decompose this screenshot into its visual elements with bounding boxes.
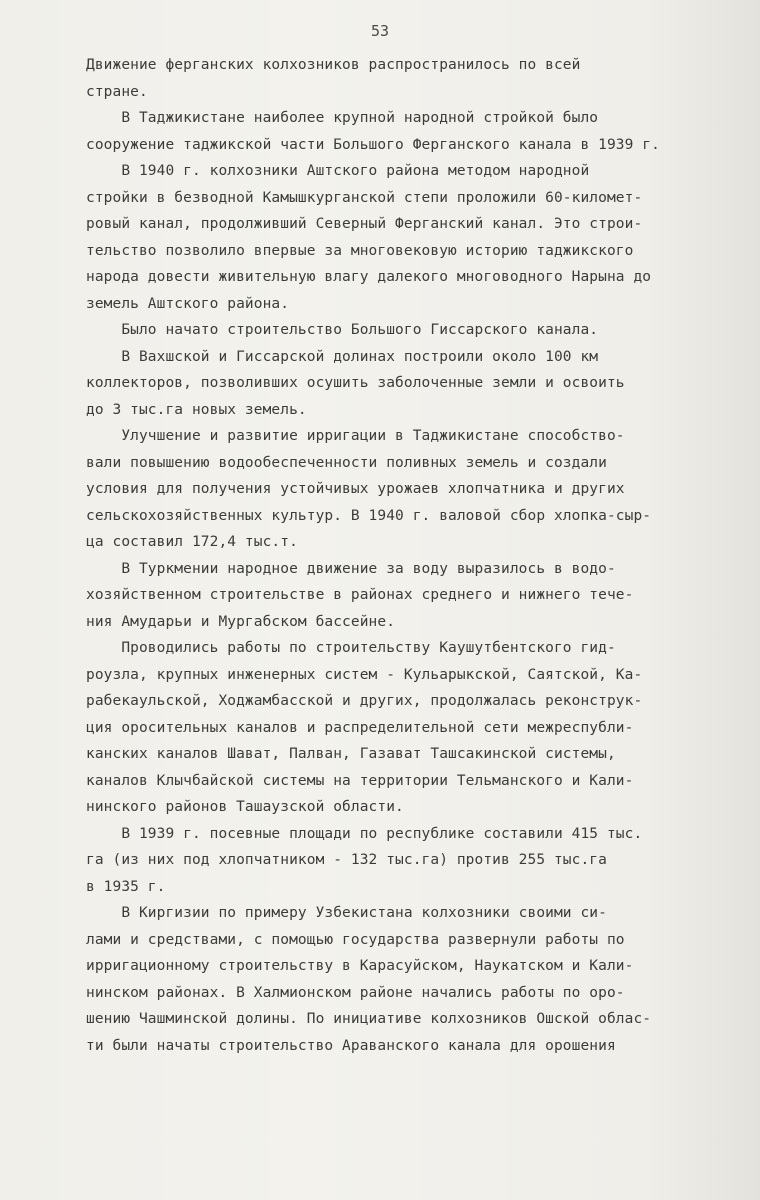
text-line: ти были начаты строительство Араванского канала для орошения	[86, 1037, 616, 1054]
text-line: В Киргизии по примеру Узбекистана колхозники своими си-	[86, 905, 607, 921]
text-line: Было начато строительство Большого Гиссарского канала.	[86, 322, 599, 338]
text-line: до 3 тыс.га новых земель.	[86, 401, 307, 418]
text-line: сельскохозяйственных культур. В 1940 г. валовой сбор хлопка-сыр-	[86, 507, 652, 524]
text-line: стране.	[86, 83, 148, 100]
text-line: народа довести живительную влагу далекого многоводного Нарына до	[86, 269, 652, 285]
text-line: шению Чашминской долины. По инициативе колхозников Ошской облас-	[86, 1011, 652, 1027]
text-line: каналов Клычбайской системы на территории Тельманского и Кали-	[86, 772, 634, 789]
text-line: в 1935 г.	[86, 878, 166, 895]
text-line: Улучшение и развитие ирригации в Таджикистане способство-	[86, 428, 625, 444]
text-line: ирригационному строительству в Карасуйском, Наукатском и Кали-	[86, 958, 634, 974]
page-number: 53	[370, 22, 390, 40]
text-line: В 1940 г. колхозники Аштского района методом народной	[86, 163, 590, 179]
text-line: рабекаульской, Ходжамбасской и других, продолжалась реконструк-	[86, 693, 643, 709]
text-line: нинском районах. В Халмионском районе начались работы по оро-	[86, 984, 625, 1001]
text-line: условия для получения устойчивых урожаев хлопчатника и других	[86, 481, 625, 497]
text-line: В Таджикистане наиболее крупной народной стройкой было	[86, 110, 599, 126]
text-line: вали повышению водообеспеченности поливных земель и создали	[86, 454, 607, 471]
text-line: коллекторов, позволивших осушить заболоченные земли и освоить	[86, 375, 625, 391]
text-line: ца составил 172,4 тыс.т.	[86, 534, 298, 550]
text-line: роузла, крупных инженерных систем - Кульарыкской, Саятской, Ка-	[86, 666, 643, 683]
text-line: В Вахшской и Гиссарской долинах построили около 100 км	[86, 348, 599, 365]
text-line: Движение ферганских колхозников распространилось по всей	[86, 57, 581, 73]
text-line: хозяйственном строительстве в районах среднего и нижнего тече-	[86, 587, 634, 603]
text-line: В 1939 г. посевные площади по республике составили 415 тыс.	[86, 825, 643, 842]
text-line: земель Аштского района.	[86, 295, 290, 312]
text-line: ния Амударьи и Мургабском бассейне.	[86, 613, 396, 630]
text-line: Проводились работы по строительству Каушутбентского гид-	[86, 640, 616, 656]
text-line: лами и средствами, с помощью государства развернули работы по	[86, 931, 625, 948]
text-line: га (из них под хлопчатником - 132 тыс.га) против 255 тыс.га	[86, 852, 607, 868]
text-line: канских каналов Шават, Палван, Газават Ташсакинской системы,	[86, 746, 616, 762]
text-line: тельство позволило впервые за многовековую историю таджикского	[86, 242, 634, 259]
text-line: стройки в безводной Камышкурганской степи проложили 60-километ-	[86, 189, 643, 206]
body-text	[86, 52, 706, 1059]
text-line: ровый канал, продолживший Северный Ферганский канал. Это строи-	[86, 216, 643, 232]
text-line: нинского районов Ташаузской области.	[86, 799, 404, 815]
text-line: В Туркмении народное движение за воду выразилось в водо-	[86, 560, 616, 577]
text-line: сооружение таджикской части Большого Ферганского канала в 1939 г.	[86, 136, 660, 153]
text-line: ция оросительных каналов и распределительной сети межреспубли-	[86, 719, 634, 736]
